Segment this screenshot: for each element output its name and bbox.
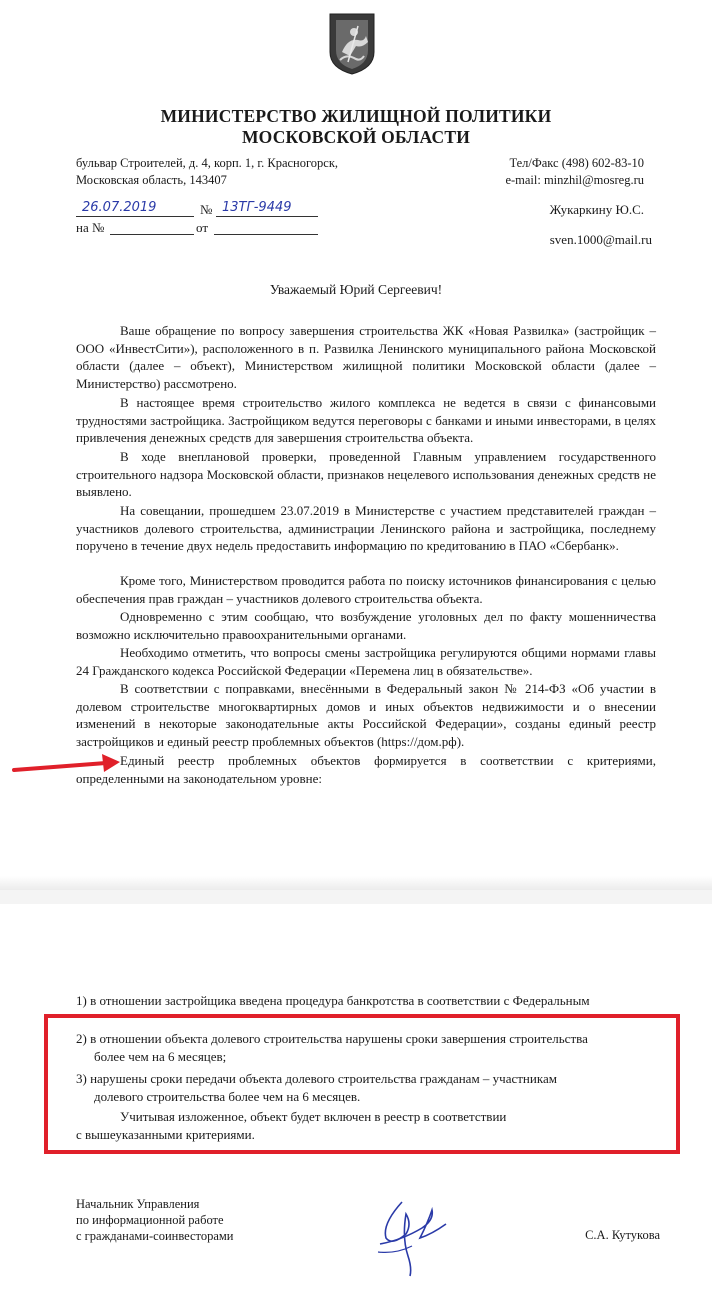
handwritten-signature-icon [372, 1194, 452, 1278]
ministry-title-line2: МОСКОВСКОЙ ОБЛАСТИ [241, 127, 471, 147]
paragraph: Кроме того, Министерством проводится работа по поиску источников финансирования с целью обеспечения прав граждан – участников долевого строительства объекта. [76, 573, 656, 606]
signatory-title [76, 1196, 234, 1244]
recipient-email: sven.1000@mail.ru [549, 232, 652, 247]
criterion-1-text: 1) в отношении застройщика введена процедура банкротства в соответствии с Федеральным [76, 993, 590, 1008]
ministry-email: e-mail: minzhil@mosreg.ru [505, 173, 644, 187]
paragraph: Одновременно с этим сообщаю, что возбуждение уголовных дел по факту мошенничества возможно исключительно правоохранительными органами. [76, 609, 656, 642]
paragraph: В соответствии с поправками, внесёнными в Федеральный закон № 214-ФЗ «Об участии в долевом строительстве многоквартирных домов и иных объектов недвижимости и о внесении изменений в некоторые законодательные акты Российской Федерации», созданы единый реестр застройщиков и единый реестр проблемных объектов (https://дом.рф). [76, 681, 656, 749]
number-underline [216, 216, 318, 217]
signatory-line3: с гражданами-соинвесторами [76, 1229, 234, 1243]
paragraph: В ходе внеплановой проверки, проведенной Главным управлением государственного строительного надзора Московской области, признаков нецелевого использования денежных средств не выявлено. [76, 449, 656, 499]
contact-block [505, 155, 644, 189]
phone-fax: Тел/Факс (498) 602-83-10 [509, 156, 644, 170]
reg-date: 26.07.2019 [82, 200, 157, 215]
coat-of-arms-icon [328, 12, 376, 76]
na-underline [110, 234, 194, 235]
paragraph-highlighted: Единый реестр проблемных объектов формируется в соответствии с критериями, определенными на законодательном уровне: [76, 753, 656, 786]
address-block [76, 155, 338, 189]
address-line1: бульвар Строителей, д. 4, корп. 1, г. Красногорск, [76, 156, 339, 170]
recipient-name: Жукаркину Ю.С. [549, 202, 644, 217]
ot-label: от [196, 220, 209, 235]
criterion-3-line2: долевого строительства более чем на 6 месяцев. [94, 1089, 361, 1104]
red-arrow-icon [12, 754, 122, 778]
criterion-2-line2: более чем на 6 месяцев; [94, 1049, 227, 1064]
conclusion-line1: Учитывая изложенное, объект будет включен в реестр в соответствии [120, 1109, 507, 1124]
signatory-line1: Начальник Управления [76, 1197, 200, 1211]
salutation: Уважаемый Юрий Сергеевич! [269, 282, 443, 297]
paragraph: На совещании, прошедшем 23.07.2019 в Министерстве с участием представителей граждан – участников долевого строительства, администрации Ленинского района и застройщика, последнему поручено в течение двух недель предоставить информацию по кредитованию в ПАО «Сбербанк». [76, 503, 656, 553]
ot-underline [214, 234, 318, 235]
conclusion-line2: с вышеуказанными критериями. [76, 1127, 255, 1142]
signatory-line2: по информационной работе [76, 1213, 224, 1227]
criterion-2-line1: 2) в отношении объекта долевого строительства нарушены сроки завершения строительства [76, 1031, 588, 1046]
na-label: на № [76, 220, 105, 235]
address-line2: Московская область, 143407 [76, 173, 227, 187]
criterion-1 [76, 992, 658, 1010]
page-gap [0, 890, 712, 904]
ministry-title-line1: МИНИСТЕРСТВО ЖИЛИЩНОЙ ПОЛИТИКИ [160, 106, 552, 126]
reg-number-sign: № [200, 202, 213, 217]
paragraph: Ваше обращение по вопросу завершения строительства ЖК «Новая Развилка» (застройщик – ООО «ИнвестСити»), расположенного в п. Развилка Ленинского муниципального района Московской области (далее – объект), Министерством жилищной политики Московской области (далее – Министерство) рассмотрено. [76, 323, 656, 391]
paragraph: В настоящее время строительство жилого комплекса не ведется в связи с финансовыми трудностями застройщика. Застройщиком ведутся переговоры с банками и иными инвесторами, в целях привлечения денежных средств для завершения строительства объекта. [76, 395, 656, 445]
criterion-3-line1: 3) нарушены сроки передачи объекта долевого строительства гражданам – участникам [76, 1071, 557, 1086]
reg-number: 13ТГ-9449 [222, 200, 292, 215]
red-highlight-box [44, 1014, 680, 1154]
date-underline [76, 216, 194, 217]
signatory-name: С.А. Кутукова [585, 1228, 660, 1242]
paragraph: Необходимо отметить, что вопросы смены застройщика регулируются общими нормами главы 24 Гражданского кодекса Российской Федерации «Перемена лиц в обязательстве». [76, 645, 656, 678]
